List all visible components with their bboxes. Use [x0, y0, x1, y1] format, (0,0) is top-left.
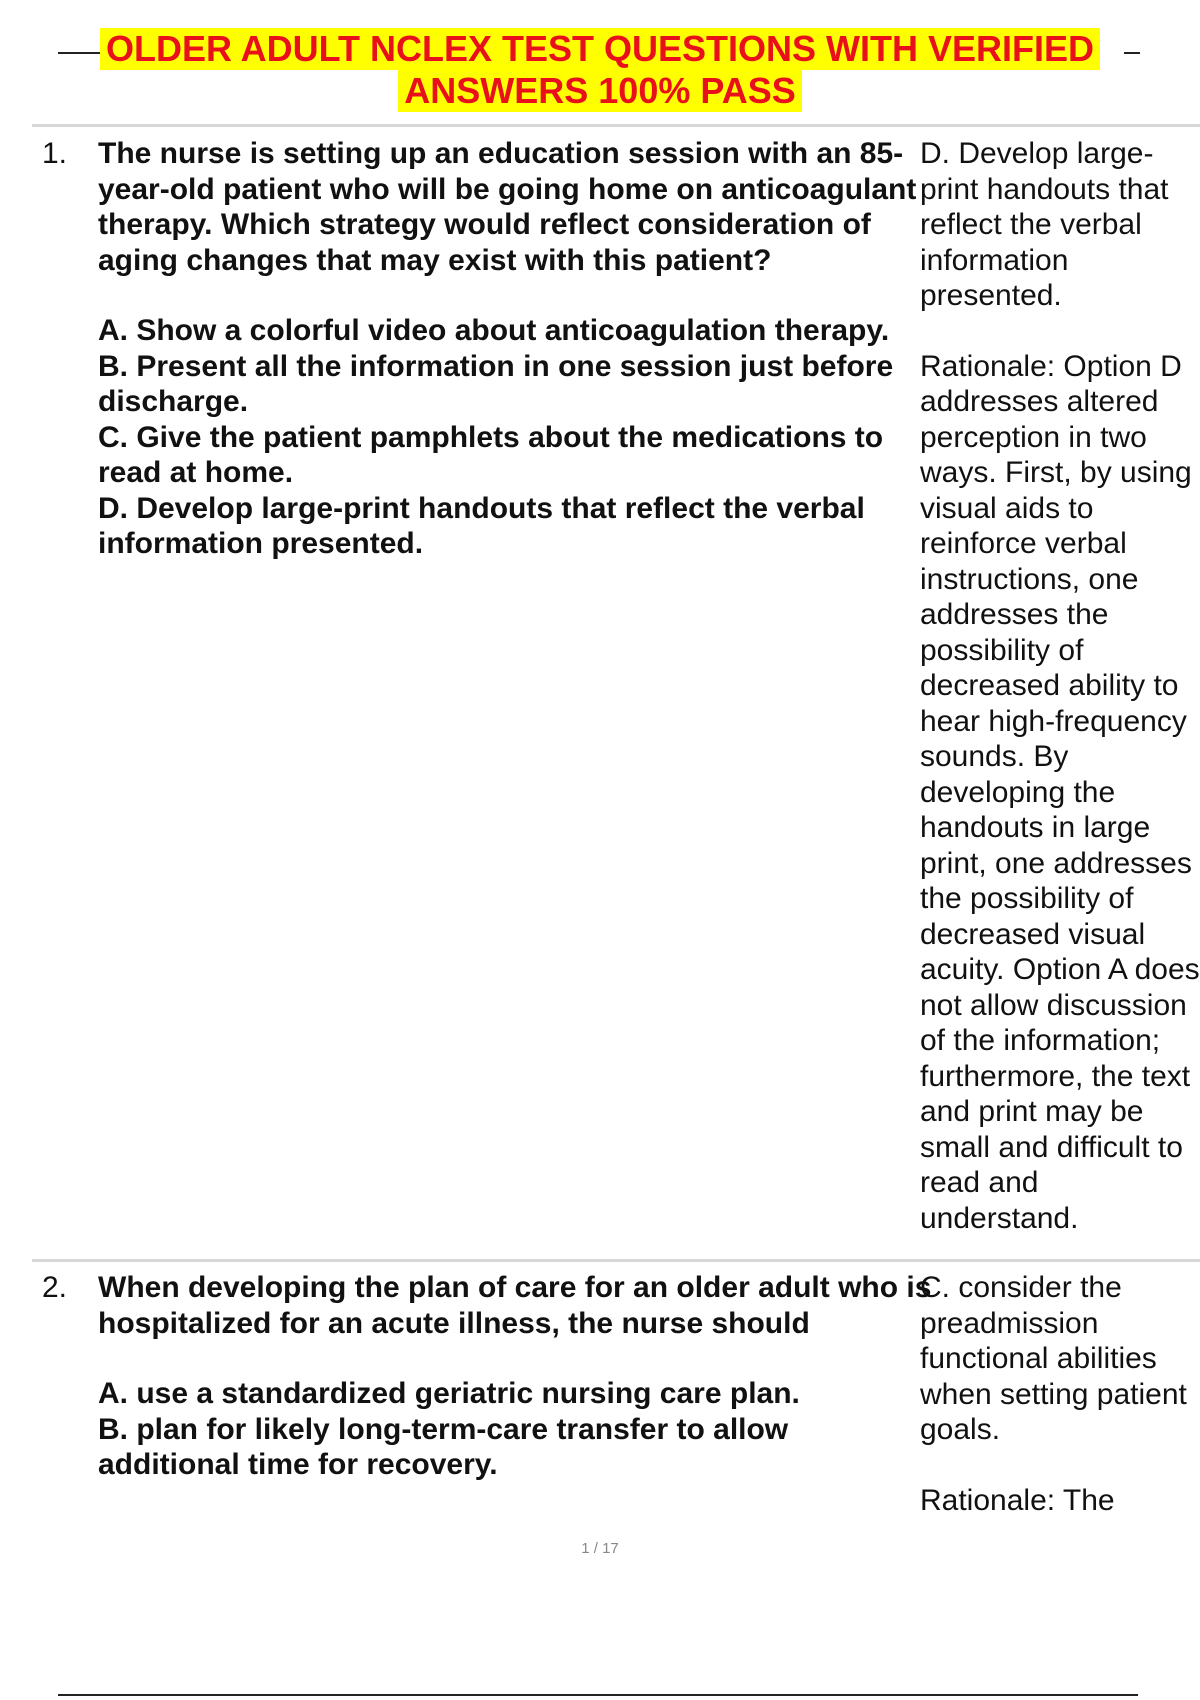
page-indicator: 1 / 17 — [581, 1540, 619, 1557]
question-body — [98, 1270, 938, 1483]
answer-column — [920, 1270, 1200, 1518]
title-line-2: ANSWERS 100% PASS — [398, 70, 801, 112]
option-c: C. Give the patient pamphlets about the medications to read at home. — [98, 420, 884, 489]
option-d: D. Develop large-print handouts that reflect the verbal information presented. — [98, 491, 865, 560]
rationale: Rationale: Option D addresses altered perception in two ways. First, by using visual aids to reinforce verbal instructions, one addresses the possibility of decreased ability to hear high-frequency sounds. By developing the handouts in large print, one addresses the possibility of decreased visual acuity. Option A does not allow discussion of the information; furthermore, the text and print may be small and difficult to read and understand. — [920, 349, 1200, 1235]
question-number: 1. — [42, 137, 68, 170]
document-title — [0, 28, 1200, 112]
option-b: B. Present all the information in one session just before discharge. — [98, 349, 894, 418]
correct-answer: D. Develop large-print handouts that reflect the verbal information presented. — [920, 137, 1169, 312]
correct-answer: C. consider the preadmission functional abilities when setting patient goals. — [920, 1271, 1187, 1446]
question-number: 2. — [42, 1271, 68, 1304]
rationale: Rationale: The — [920, 1483, 1115, 1517]
question-stem: When developing the plan of care for an older adult who is hospitalized for an acute illness, the nurse should — [98, 1271, 932, 1340]
option-a: A. Show a colorful video about anticoagulation therapy. — [98, 314, 890, 347]
question-stem: The nurse is setting up an education session with an 85-year-old patient who will be going home on anticoagulant therapy. Which strategy would reflect consideration of aging changes that may exist with this patient? — [98, 137, 917, 277]
footer-rule — [58, 1694, 1138, 1696]
answer-column — [920, 136, 1200, 1236]
title-line-1: OLDER ADULT NCLEX TEST QUESTIONS WITH VERIFIED — [100, 28, 1100, 70]
header-divider — [32, 124, 1200, 127]
question-divider — [32, 1259, 1200, 1262]
question-body — [98, 136, 938, 562]
option-b: B. plan for likely long-term-care transfer to allow additional time for recovery. — [98, 1412, 789, 1481]
option-a: A. use a standardized geriatric nursing care plan. — [98, 1377, 800, 1410]
